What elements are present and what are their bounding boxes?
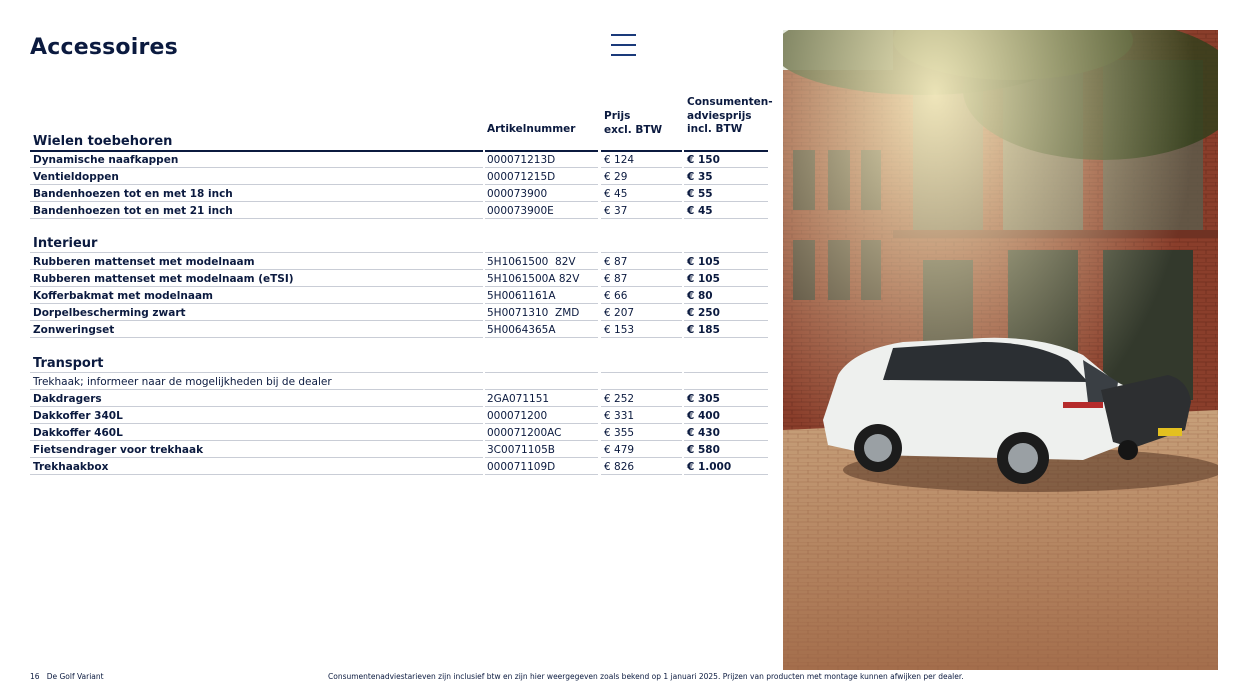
item-price-incl: € 35 (684, 169, 768, 185)
item-name: Trekhaakbox (30, 459, 483, 475)
blank-cell (601, 357, 682, 373)
item-article: 5H0071310 ZMD (485, 305, 598, 321)
item-price-incl: € 185 (684, 322, 768, 338)
item-price-excl: € 207 (601, 305, 682, 321)
car-photo-svg (783, 30, 1218, 670)
item-price-incl: € 250 (684, 305, 768, 321)
table-row (30, 425, 768, 442)
page-number: 16 (30, 672, 40, 681)
header-consument-line1: Consumenten- (687, 96, 773, 108)
header-consumentenprijs (687, 96, 773, 137)
header-consument-line3: incl. BTW (687, 123, 743, 135)
item-article: 5H0064365A (485, 322, 598, 338)
item-price-incl: € 430 (684, 425, 768, 441)
section-underline-row (30, 237, 768, 254)
item-price-excl: € 87 (601, 254, 682, 270)
item-price-incl (684, 374, 768, 390)
item-article (485, 374, 598, 390)
item-price-excl: € 153 (601, 322, 682, 338)
item-price-incl: € 400 (684, 408, 768, 424)
header-prijs-line1: Prijs (604, 110, 631, 122)
table-row (30, 152, 768, 169)
blank-cell (684, 357, 768, 373)
item-article: 000071215D (485, 169, 598, 185)
item-price-excl: € 355 (601, 425, 682, 441)
item-price-incl: € 305 (684, 391, 768, 407)
table-row (30, 169, 768, 186)
item-name: Bandenhoezen tot en met 21 inch (30, 203, 483, 219)
item-price-incl: € 45 (684, 203, 768, 219)
item-name: Dakkoffer 460L (30, 425, 483, 441)
item-article: 000073900 (485, 186, 598, 202)
blank-cell (30, 237, 483, 253)
item-article: 5H0061161A (485, 288, 598, 304)
blank-cell (684, 237, 768, 253)
item-price-excl: € 479 (601, 442, 682, 458)
item-price-excl: € 45 (601, 186, 682, 202)
item-name: Kofferbakmat met modelnaam (30, 288, 483, 304)
item-article: 000071200 (485, 408, 598, 424)
item-price-excl (601, 374, 682, 390)
blank-cell (485, 237, 598, 253)
item-article: 000073900E (485, 203, 598, 219)
blank-cell (485, 357, 598, 373)
item-name: Rubberen mattenset met modelnaam (30, 254, 483, 270)
table-row (30, 305, 768, 322)
item-price-excl: € 66 (601, 288, 682, 304)
table-row (30, 203, 768, 220)
item-name: Dakdragers (30, 391, 483, 407)
item-name: Dorpelbescherming zwart (30, 305, 483, 321)
item-price-excl: € 29 (601, 169, 682, 185)
item-name: Zonweringset (30, 322, 483, 338)
item-article: 5H1061500A 82V (485, 271, 598, 287)
blank-cell (30, 357, 483, 373)
blank-cell (601, 237, 682, 253)
item-name: Dynamische naafkappen (30, 152, 483, 168)
page-footer (30, 672, 104, 681)
table-row (30, 254, 768, 271)
item-price-excl: € 124 (601, 152, 682, 168)
item-price-excl: € 826 (601, 459, 682, 475)
table-row (30, 271, 768, 288)
footer-note: Consumentenadviestarieven zijn inclusief btw en zijn hier weergegeven zoals bekend op 1 januari 2025. Prijzen van producten met montage kunnen afwijken per dealer. (328, 672, 964, 681)
item-article: 2GA071151 (485, 391, 598, 407)
section-title: Wielen toebehoren (33, 134, 173, 149)
item-price-incl: € 55 (684, 186, 768, 202)
footer-model: De Golf Variant (46, 672, 104, 681)
item-article: 000071200AC (485, 425, 598, 441)
item-price-excl: € 87 (601, 271, 682, 287)
item-article: 5H1061500 82V (485, 254, 598, 270)
item-article: 000071213D (485, 152, 598, 168)
table-row (30, 459, 768, 476)
section-underline-row (30, 357, 768, 374)
item-price-excl: € 37 (601, 203, 682, 219)
item-name: Bandenhoezen tot en met 18 inch (30, 186, 483, 202)
table-row (30, 322, 768, 339)
item-name: Dakkoffer 340L (30, 408, 483, 424)
car-photo (783, 30, 1218, 670)
item-article: 3C0071105B (485, 442, 598, 458)
item-price-incl: € 105 (684, 254, 768, 270)
item-article: 000071109D (485, 459, 598, 475)
table-row (30, 288, 768, 305)
item-price-excl: € 331 (601, 408, 682, 424)
item-price-incl: € 1.000 (684, 459, 768, 475)
header-artikelnummer: Artikelnummer (487, 123, 576, 135)
item-name: Rubberen mattenset met modelnaam (eTSI) (30, 271, 483, 287)
item-name: Trekhaak; informeer naar de mogelijkheden bij de dealer (30, 374, 483, 390)
item-price-incl: € 150 (684, 152, 768, 168)
header-prijs (604, 110, 662, 137)
item-name: Ventieldoppen (30, 169, 483, 185)
item-price-incl: € 105 (684, 271, 768, 287)
header-prijs-line2: excl. BTW (604, 123, 663, 136)
header-consument-line2: adviesprijs (687, 109, 752, 122)
item-name: Fietsendrager voor trekhaak (30, 442, 483, 458)
section-title: Interieur (33, 236, 98, 251)
table-row (30, 408, 768, 425)
section-title: Transport (33, 356, 104, 371)
hamburger-menu-icon[interactable] (611, 34, 636, 56)
table-row (30, 186, 768, 203)
item-price-incl: € 580 (684, 442, 768, 458)
table-row (30, 391, 768, 408)
item-price-excl: € 252 (601, 391, 682, 407)
page-title: Accessoires (30, 35, 178, 60)
table-row (30, 374, 768, 391)
table-row (30, 442, 768, 459)
item-price-incl: € 80 (684, 288, 768, 304)
